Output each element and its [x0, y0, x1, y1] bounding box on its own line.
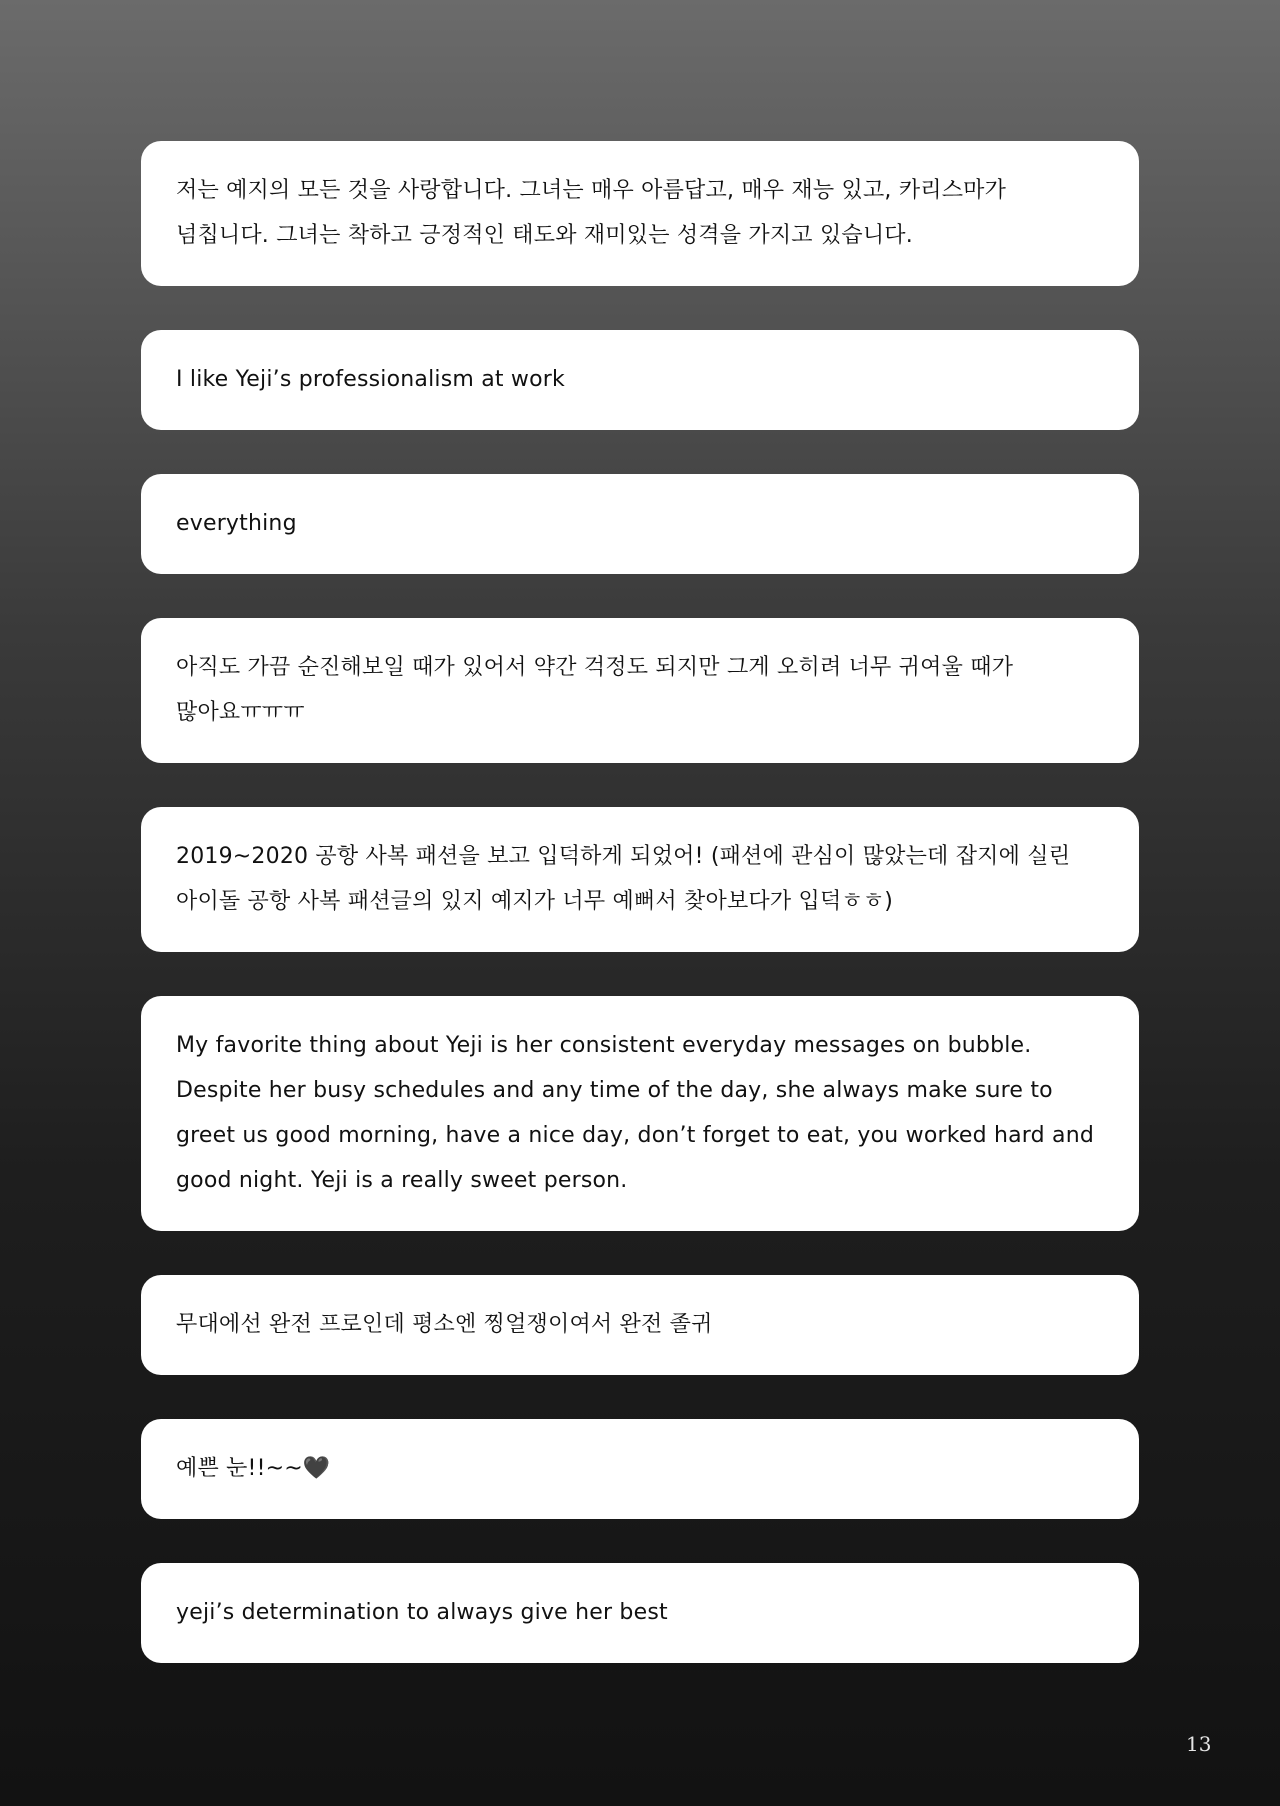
message-card: 무대에선 완전 프로인데 평소엔 찡얼쟁이여서 완전 졸귀: [141, 1275, 1139, 1375]
message-card: My favorite thing about Yeji is her consistent everyday messages on bubble. Despite her busy schedules and any time of the day, she always make sure to greet us good morning, have a nice day, don’t forget to eat, you worked hard and good night. Yeji is a really sweet person.: [141, 996, 1139, 1231]
message-card: 아직도 가끔 순진해보일 때가 있어서 약간 걱정도 되지만 그게 오히려 너무 귀여울 때가 많아요ㅠㅠㅠ: [141, 618, 1139, 763]
message-card-list: [141, 141, 1139, 1663]
message-card: yeji’s determination to always give her best: [141, 1563, 1139, 1663]
message-card: 예쁜 눈!!~~🖤: [141, 1419, 1139, 1519]
message-card: I like Yeji’s professionalism at work: [141, 330, 1139, 430]
message-card: everything: [141, 474, 1139, 574]
message-card: 2019~2020 공항 사복 패션을 보고 입덕하게 되었어! (패션에 관심이 많았는데 잡지에 실린 아이돌 공항 사복 패션글의 있지 예지가 너무 예뻐서 찾아보다가 입덕ㅎㅎ): [141, 807, 1139, 952]
page-number: 13: [1186, 1732, 1212, 1756]
message-card: 저는 예지의 모든 것을 사랑합니다. 그녀는 매우 아름답고, 매우 재능 있고, 카리스마가 넘칩니다. 그녀는 착하고 긍정적인 태도와 재미있는 성격을 가지고 있습니다.: [141, 141, 1139, 286]
